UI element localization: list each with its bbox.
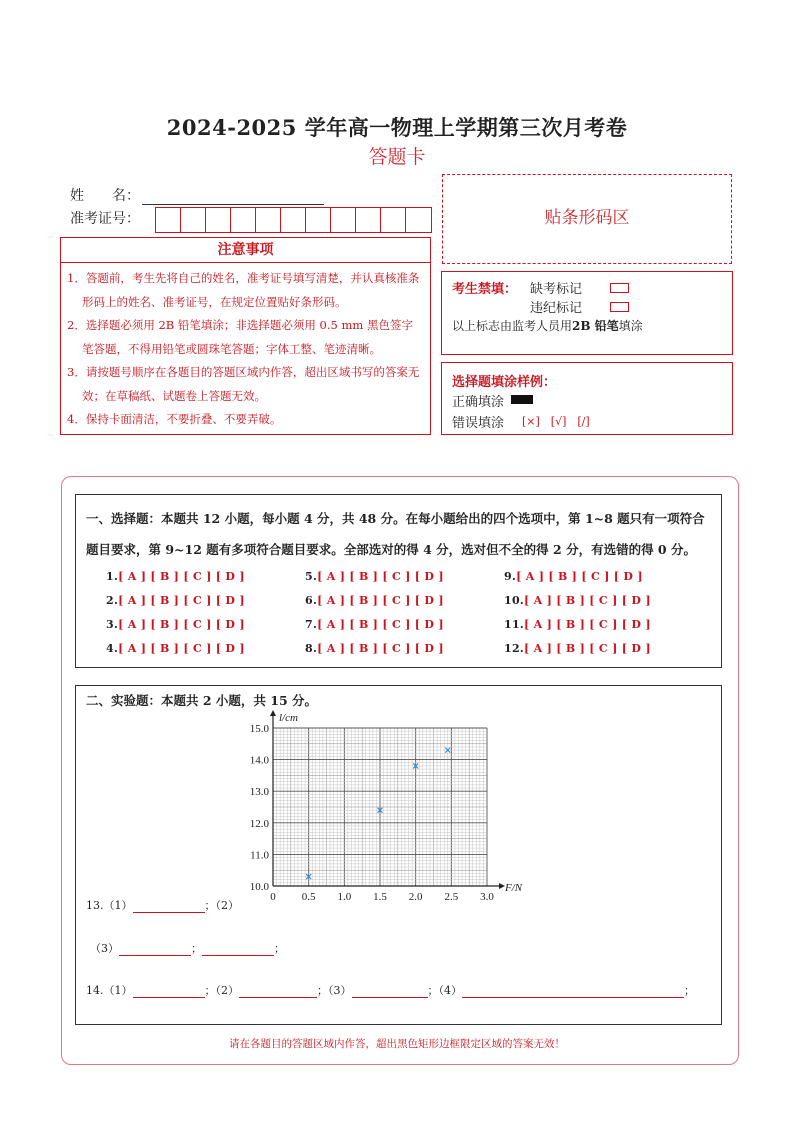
absent-label: 缺考标记 [530, 282, 583, 297]
section-choice [75, 494, 722, 668]
x-tick-label: 0.5 [301, 891, 316, 903]
notice-item: 4．保持卡面清洁，不要折叠、不要弄破。 [67, 412, 282, 426]
choice-number: 5. [305, 570, 318, 583]
choice-options[interactable]: [ A ] [ B ] [ C ] [ D ] [317, 594, 444, 607]
forbidden-note-pre: 以上标志由监考人员用 [452, 319, 573, 333]
choice-options[interactable]: [ A ] [ B ] [ C ] [ D ] [317, 570, 444, 583]
notice-box [60, 237, 431, 435]
q14-part2-label: ；（2） [204, 984, 239, 997]
id-digit-box[interactable] [356, 208, 381, 232]
force-length-chart [230, 708, 530, 908]
q14-part4-blank[interactable] [462, 985, 684, 998]
id-digit-box[interactable] [306, 208, 331, 232]
choice-options[interactable]: [ A ] [ B ] [ C ] [ D ] [118, 594, 245, 607]
choice-number: 2. [106, 594, 119, 607]
section-choice-instructions: 一、选择题：本题共 12 小题，每小题 4 分，共 48 分。在每小题给出的四个选项中，第 1~8 题只有一项符合 [86, 511, 705, 526]
id-digit-box[interactable] [206, 208, 231, 232]
choice-options[interactable]: [ A ] [ B ] [ C ] [ D ] [524, 642, 651, 655]
forbidden-note [452, 317, 643, 334]
section-choice-instructions-2: 题目要求，第 9~12 题有多项符合题目要求。全部选对的得 4 分，选对但不全的得 2 分，有选错的得 0 分。 [86, 542, 696, 557]
notice-item: 3．请按题号顺序在各题目的答题区域内作答，超出区域书写的答案无效；在草稿纸、试题卷上答题无效。 [67, 365, 420, 403]
barcode-area: 贴条形码区 [442, 174, 732, 264]
y-axis-arrow [270, 710, 276, 716]
choice-options[interactable]: [ A ] [ B ] [ C ] [ D ] [118, 642, 245, 655]
q13-part3-blank-a[interactable] [119, 943, 191, 956]
choice-number: 10. [504, 594, 525, 607]
x-axis-label: F/N [505, 882, 523, 894]
id-digit-box[interactable] [156, 208, 181, 232]
id-number-boxes[interactable] [155, 207, 432, 233]
choice-options[interactable]: [ A ] [ B ] [ C ] [ D ] [524, 594, 651, 607]
y-tick-label: 14.0 [249, 754, 269, 767]
choice-question-1[interactable] [106, 570, 245, 583]
footer-warning: 请在各题目的答题区域内作答，超出黑色矩形边框限定区域的答案无效！ [229, 1038, 565, 1050]
y-tick-label: 12.0 [249, 817, 269, 830]
choice-question-2[interactable] [106, 594, 245, 607]
id-label: 准考证号： [70, 211, 140, 227]
choice-question-4[interactable] [106, 642, 245, 655]
fill-sample-label: 选择题填涂样例： [452, 375, 557, 390]
choice-question-7[interactable] [305, 618, 444, 631]
choice-number: 1. [106, 570, 119, 583]
notice-heading: 注意事项 [61, 238, 430, 263]
choice-number: 11. [504, 618, 525, 631]
choice-number: 4. [106, 642, 119, 655]
x-tick-label: 0 [270, 891, 276, 903]
id-digit-box[interactable] [181, 208, 206, 232]
x-tick-label: 1.5 [373, 891, 387, 903]
notice-item: 1．答题前，考生先将自己的姓名，准考证号填写清楚，并认真核准条形码上的姓名、准考证号，在规定位置贴好条形码。 [67, 271, 420, 309]
choice-question-3[interactable] [106, 618, 245, 631]
q13-part1-blank[interactable] [133, 900, 205, 913]
x-tick-label: 3.0 [480, 891, 494, 903]
choice-number: 12. [504, 642, 525, 655]
q14-row [86, 982, 695, 998]
q14-part3-blank[interactable] [352, 985, 428, 998]
id-digit-box[interactable] [281, 208, 306, 232]
absent-mark-box[interactable] [610, 283, 629, 293]
q14-part4-label: ；（4） [427, 984, 462, 997]
y-tick-label: 15.0 [249, 723, 269, 735]
q13-part3-label: （3） [90, 942, 119, 955]
fill-sample-box [441, 362, 733, 435]
name-field[interactable] [142, 186, 324, 205]
y-tick-label: 13.0 [249, 786, 269, 799]
id-digit-box[interactable] [256, 208, 281, 232]
choice-number: 9. [504, 570, 517, 583]
choice-options[interactable]: [ A ] [ B ] [ C ] [ D ] [317, 642, 444, 655]
q13-row2 [90, 940, 285, 956]
choice-number: 8. [305, 642, 318, 655]
q14-part2-blank[interactable] [239, 985, 317, 998]
notice-item: 2．选择题必须用 2B 铅笔填涂；非选择题必须用 0.5 mm 黑色签字笔答题，不得用铅笔或圆珠笔答题；字体工整、笔迹清晰。 [67, 318, 413, 356]
y-tick-label: 11.0 [250, 849, 269, 862]
page-title: 2024-2025 学年高一物理上学期第三次月考卷 [166, 115, 628, 140]
wrong-fill-marks: [×] [√] [/] [522, 415, 590, 428]
separator: ； [684, 984, 695, 997]
violation-mark-box[interactable] [610, 302, 629, 312]
choice-options[interactable]: [ A ] [ B ] [ C ] [ D ] [524, 618, 651, 631]
choice-question-10[interactable] [504, 594, 651, 607]
x-tick-label: 1.0 [337, 891, 352, 903]
violation-label: 违纪标记 [530, 301, 583, 316]
choice-question-12[interactable] [504, 642, 651, 655]
choice-options[interactable]: [ A ] [ B ] [ C ] [ D ] [118, 618, 245, 631]
q13-part3-blank-b[interactable] [202, 943, 274, 956]
x-tick-label: 2.0 [408, 891, 423, 903]
choice-question-6[interactable] [305, 594, 444, 607]
wrong-fill-label: 错误填涂 [452, 416, 505, 431]
choice-question-5[interactable] [305, 570, 444, 583]
section-experiment-heading: 二、实验题：本题共 2 小题，共 15 分。 [86, 693, 318, 708]
id-digit-box[interactable] [406, 208, 431, 232]
q13-row1 [86, 897, 239, 913]
choice-question-8[interactable] [305, 642, 444, 655]
page-subtitle: 答题卡 [368, 146, 426, 168]
q13-part2-label: ；（2） [204, 899, 239, 912]
forbidden-box [441, 271, 733, 355]
q13-part1-label: 13.（1） [86, 899, 133, 912]
id-digit-box[interactable] [231, 208, 256, 232]
name-label: 姓 名： [70, 188, 140, 204]
forbidden-note-bold: 2B 铅笔 [572, 319, 619, 333]
choice-number: 3. [106, 618, 119, 631]
choice-question-11[interactable] [504, 618, 651, 631]
choice-options[interactable]: [ A ] [ B ] [ C ] [ D ] [317, 618, 444, 631]
forbidden-label: 考生禁填： [452, 282, 518, 297]
id-digit-box[interactable] [381, 208, 406, 232]
choice-options[interactable]: [ A ] [ B ] [ C ] [ D ] [118, 570, 245, 583]
choice-number: 6. [305, 594, 318, 607]
correct-fill-sample [511, 395, 533, 404]
choice-options[interactable]: [ A ] [ B ] [ C ] [ D ] [516, 570, 643, 583]
id-digit-box[interactable] [331, 208, 356, 232]
separator: ； [274, 942, 285, 955]
choice-number: 7. [305, 618, 318, 631]
correct-fill-label: 正确填涂 [452, 395, 505, 410]
y-tick-label: 10.0 [249, 881, 269, 893]
y-axis-label: l/cm [279, 712, 298, 724]
forbidden-note-post: 填涂 [618, 319, 643, 333]
q14-part1-label: 14.（1） [86, 984, 133, 997]
x-tick-label: 2.5 [444, 891, 459, 903]
q14-part1-blank[interactable] [133, 985, 205, 998]
choice-question-9[interactable] [504, 570, 643, 583]
q14-part3-label: ；（3） [317, 984, 352, 997]
separator: ； [191, 942, 202, 955]
